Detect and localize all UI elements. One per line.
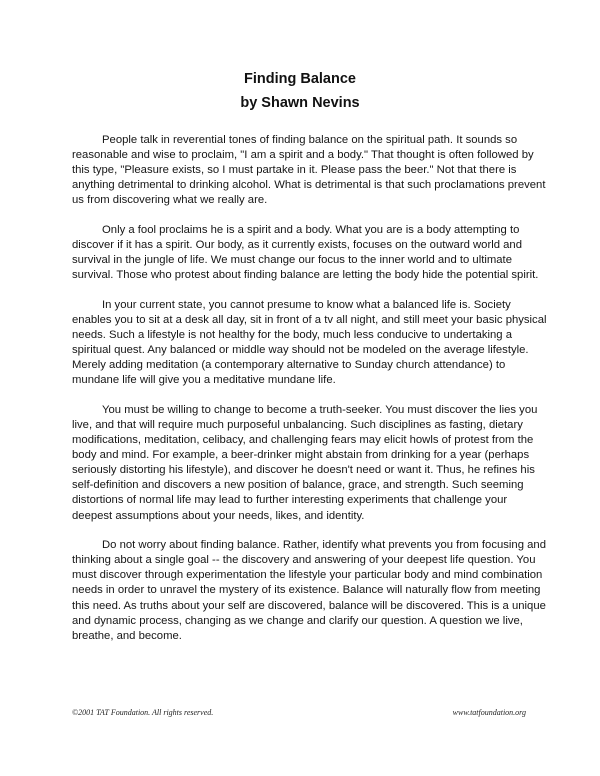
document-body bbox=[72, 133, 547, 658]
footer-website: www.tatfoundation.org bbox=[452, 708, 526, 717]
paragraph-5: Do not worry about finding balance. Rather, identify what prevents you from focusing and thinking about a single goal -- the discovery and answering of your deepest life question. You must discover through experimentation the lifestyle your particular body and mind combination needs in order to unravel the mystery of its existence. Balance will naturally flow from meeting this need. As truths about your self are discovered, balance will be discovered. This is a unique and dynamic process, changing as we change and clarify our question. A question we live, breathe, and become. bbox=[72, 539, 546, 642]
paragraph-2: Only a fool proclaims he is a spirit and a body. What you are is a body attempting to discover if it has a spirit. Our body, as it currently exists, focuses on the outward world and survival in the jungle of life. We must change our focus to the inner world and to ultimate survival. Those who protest about finding balance are letting the body hide the potential spirit. bbox=[72, 223, 539, 282]
paragraph-3: In your current state, you cannot presume to know what a balanced life is. Society enables you to sit at a desk all day, sit in front of a tv all night, and still meet your basic physical needs. Such a lifestyle is not healthy for the body, much less conducive to undertaking a spiritual quest. Any balanced or middle way should not be modeled on the average lifestyle. Merely adding meditation (a contemporary alternative to Sunday church attendance) to mundane life will give you a meditative mundane life. bbox=[72, 298, 547, 387]
footer-copyright: ©2001 TAT Foundation. All rights reserved. bbox=[72, 708, 214, 717]
paragraph-1: People talk in reverential tones of finding balance on the spiritual path. It sounds so reasonable and wise to proclaim, "I am a spirit and a body." That thought is often followed by this type, "Pleasure exists, so I must partake in it. Please pass the beer." Not that there is anything detrimental to drinking alcohol. What is detrimental is that such proclamations prevent us from discovering what we really are. bbox=[72, 134, 546, 207]
paragraph-4: You must be willing to change to become a truth-seeker. You must discover the lies you live, and that will require much purposeful unbalancing. Such disciplines as fasting, dietary modifications, meditation, celibacy, and challenging fears may elicit howls of protest from the body and mind. For example, a beer-drinker might abstain from drinking for a year (perhaps seriously distorting his lifestyle), and discover he doesn't need or want it. Thus, he refines his self-definition and discovers a new position of balance, grace, and strength. Such seeming distortions of normal life may lead to further interesting experiments that challenge your deepest assumptions about your needs, likes, and identity. bbox=[72, 403, 538, 522]
document-title: Finding Balance bbox=[244, 71, 356, 87]
document-author: by Shawn Nevins bbox=[240, 95, 360, 111]
